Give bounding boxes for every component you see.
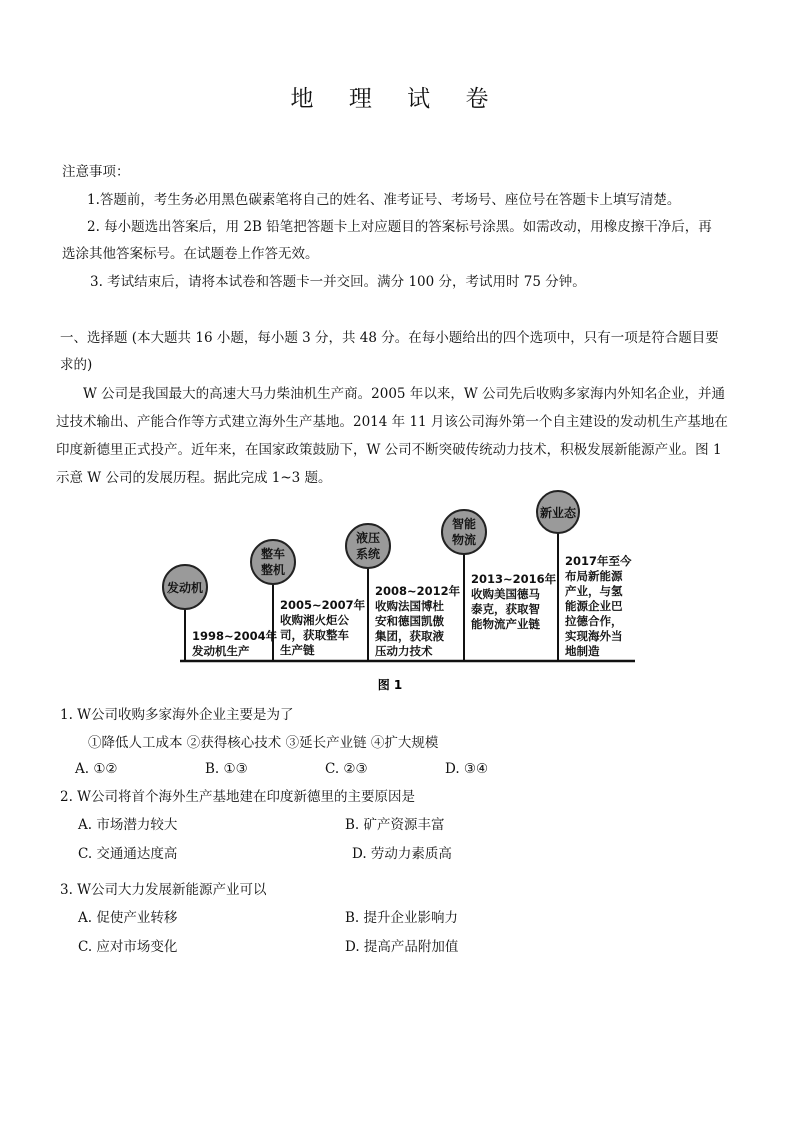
timeline-desc-1: [191, 629, 278, 658]
passage-line-3: 印度新德里正式投产。近年来，在国家政策鼓励下，W 公司不断突破传统动力技术，积极发展新能源产业。图 1: [56, 442, 722, 458]
section-heading-cont: 求的): [60, 357, 93, 373]
svg-text:压动力技术: 压动力技术: [375, 644, 433, 658]
svg-text:发动机: 发动机: [166, 581, 204, 595]
svg-text:发动机生产: 发动机生产: [192, 644, 250, 658]
timeline-node-vehicle: [251, 540, 295, 584]
question-2-option-d: D. 劳动力素质高: [352, 846, 452, 862]
question-1-option-b: B. ①③: [205, 761, 248, 777]
svg-text:集团，获取液: 集团，获取液: [375, 629, 444, 643]
svg-text:司，获取整车: 司，获取整车: [280, 628, 349, 642]
svg-text:系统: 系统: [355, 547, 381, 561]
svg-text:新业态: 新业态: [539, 506, 577, 520]
passage-line-2: 过技术输出、产能合作等方式建立海外生产基地。2014 年 11 月该公司海外第一个自主建设的发动机生产基地在: [56, 414, 728, 430]
passage-line-1: W 公司是我国最大的高速大马力柴油机生产商。2005 年以来，W 公司先后收购多家海内外知名企业，并通: [83, 386, 725, 402]
section-heading: 一、选择题 (本大题共 16 小题，每小题 3 分，共 48 分。在每小题给出的四个选项中，只有一项是符合题目要: [60, 330, 719, 346]
timeline-desc-5: [565, 554, 632, 658]
question-1-option-a: A. ①②: [75, 761, 118, 777]
passage-line-4: 示意 W 公司的发展历程。据此完成 1~3 题。: [56, 470, 332, 486]
timeline-desc-2: [280, 598, 366, 657]
notice-item-1: 1.答题前，考生务必用黑色碳素笔将自己的姓名、准考证号、考场号、座位号在答题卡上填写清楚。: [87, 192, 681, 208]
timeline-node-new-business: [537, 491, 579, 533]
notice-item-2-cont: 选涂其他答案标号。在试题卷上作答无效。: [62, 246, 319, 262]
svg-text:安和德国凯傲: 安和德国凯傲: [375, 614, 444, 628]
question-2-option-b: B. 矿产资源丰富: [345, 817, 445, 833]
svg-text:2013~2016年: 2013~2016年: [471, 572, 557, 586]
timeline-node-engine: [163, 565, 207, 609]
svg-text:1998~2004年: 1998~2004年: [192, 629, 278, 643]
question-3-stem: 3. W公司大力发展新能源产业可以: [60, 882, 267, 898]
svg-text:智能: 智能: [451, 517, 477, 531]
svg-text:物流: 物流: [451, 533, 477, 547]
svg-text:2005~2007年: 2005~2007年: [280, 598, 366, 612]
timeline-node-hydraulic: [346, 524, 390, 568]
svg-text:收购法国博杜: 收购法国博杜: [375, 599, 444, 613]
page-title: 地 理 试 卷: [290, 86, 503, 112]
svg-text:整车: 整车: [260, 547, 286, 561]
timeline-desc-4: [471, 572, 557, 631]
timeline-desc-3: [375, 584, 461, 658]
svg-text:整机: 整机: [260, 563, 286, 577]
notice-item-3: 3. 考试结束后，请将本试卷和答题卡一并交回。满分 100 分，考试用时 75 分钟。: [90, 274, 586, 290]
svg-text:2008~2012年: 2008~2012年: [375, 584, 461, 598]
svg-text:生产链: 生产链: [280, 643, 315, 657]
svg-text:能源企业巴: 能源企业巴: [565, 599, 623, 613]
svg-text:2017年至今: 2017年至今: [565, 554, 632, 568]
svg-text:收购湘火炬公: 收购湘火炬公: [280, 613, 349, 627]
notice-item-2: 2. 每小题选出答案后，用 2B 铅笔把答题卡上对应题目的答案标号涂黑。如需改动，用橡皮擦干净后，再: [87, 219, 712, 235]
svg-text:布局新能源: 布局新能源: [565, 569, 623, 583]
question-3-option-a: A. 促使产业转移: [78, 910, 178, 926]
question-2-option-c: C. 交通通达度高: [78, 846, 178, 862]
svg-text:泰克，获取智: 泰克，获取智: [471, 602, 540, 616]
question-2-option-a: A. 市场潜力较大: [78, 817, 178, 833]
question-1-option-c: C. ②③: [325, 761, 368, 777]
question-1-stem: 1. W公司收购多家海外企业主要是为了: [60, 707, 294, 723]
svg-text:产业，与氢: 产业，与氢: [565, 584, 623, 598]
svg-text:拉德合作，: 拉德合作，: [565, 614, 623, 628]
question-3-option-d: D. 提高产品附加值: [345, 939, 459, 955]
timeline-node-logistics: [442, 510, 486, 554]
development-timeline-figure: [150, 490, 650, 700]
svg-text:地制造: 地制造: [565, 644, 600, 658]
question-3-option-c: C. 应对市场变化: [78, 939, 178, 955]
figure-label: 图 1: [377, 678, 403, 692]
svg-text:能物流产业链: 能物流产业链: [471, 617, 540, 631]
svg-text:实现海外当: 实现海外当: [565, 629, 623, 643]
question-1-option-d: D. ③④: [445, 761, 489, 777]
question-3-option-b: B. 提升企业影响力: [345, 910, 459, 926]
question-2-stem: 2. W公司将首个海外生产基地建在印度新德里的主要原因是: [60, 789, 416, 805]
notice-heading: 注意事项：: [62, 164, 130, 180]
question-1-sub: ①降低人工成本 ②获得核心技术 ③延长产业链 ④扩大规模: [88, 735, 439, 751]
svg-text:收购美国德马: 收购美国德马: [471, 587, 540, 601]
svg-text:液压: 液压: [355, 531, 381, 545]
